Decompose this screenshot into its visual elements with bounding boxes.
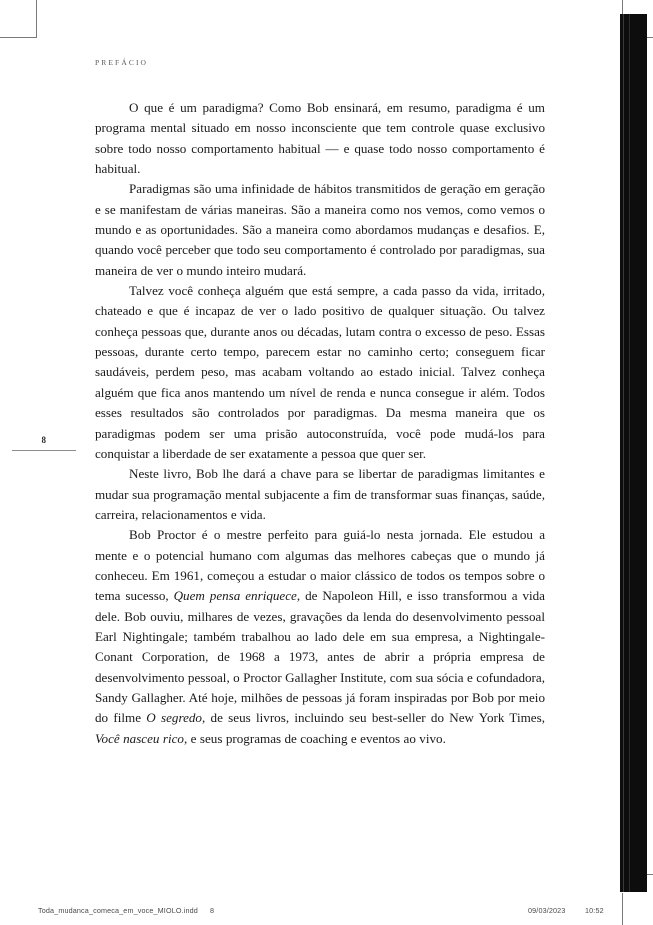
paragraph: Paradigmas são uma infinidade de hábitos transmitidos de geração em geração e se manifestam de várias maneiras. São a maneira como nos vemos, como vemos o mundo e as oportunidades. São a maneira como abordamos mudanças e desafios. E, quando você perceber que todo seu comportamento é controlado por paradigmas, sua maneira de ver o mundo inteiro mudará. [95,181,545,278]
paragraph-text-part: , de Napoleon Hill, e isso transformou a vida dele. Bob ouviu, milhares de vezes, gravações da lenda do desenvolvimento pessoal Earl Nightingale; também trabalhou ao lado dele em sua empresa, a Nightingale-Conant Corporation, de 1968 a 1973, antes de abrir a própria empresa de desenvolvimento pessoal, o Proctor Gallagher Institute, com sua sócia e cofundadora, Sandy Gallagher. Até hoje, milhões de pessoas já foram inspiradas por Bob por meio do filme [95,588,545,726]
paragraph-with-italics [95,525,545,749]
page-number: 8 [41,435,47,445]
paragraph-text-part: Bob Proctor é o mestre perfeito para guiá-lo nesta jornada. Ele estudou a mente e o potencial humano com algumas das melhores cabeças que o mundo já conheceu. Em 1961, começou a estudar o maior clássico de todos os tempos sobre o tema sucesso, [95,527,545,604]
slug-page-number: 8 [210,906,215,915]
slug-date: 09/03/2023 [528,906,566,915]
page-edge-bar [620,14,647,892]
paragraph-text-part: , de seus livros, incluindo seu best-seller do New York Times, [201,710,545,726]
paragraph: O que é um paradigma? Como Bob ensinará, em resumo, paradigma é um programa mental situado em nosso inconsciente que tem controle quase exclusivo sobre todo nosso comportamento habitual — e quase todo nosso comportamento é habitual. [95,100,545,177]
paragraph: Neste livro, Bob lhe dará a chave para se libertar de paradigmas limitantes e mudar sua programação mental subjacente a fim de transformar suas finanças, saúde, carreira, relacionamentos e vida. [95,466,545,522]
folio [12,436,76,451]
body-text-column [95,98,545,749]
print-slug-line [0,906,653,920]
crop-mark-top-left-horizontal [0,37,36,38]
paragraph-text-part: , e seus programas de coaching e eventos ao vivo. [183,730,446,746]
book-title-quem-pensa-enriquece: Quem pensa enriquece [173,588,297,604]
running-head: PREFÁCIO [95,58,149,67]
crop-mark-top-left-vertical [36,0,37,38]
folio-rule [12,450,76,451]
slug-time: 10:52 [585,906,604,915]
film-title-o-segredo: O segredo [146,710,202,726]
book-title-voce-nasceu-rico: Você nasceu rico [95,730,184,746]
slug-filename: Toda_mudanca_comeca_em_voce_MIOLO.indd [38,906,198,915]
paragraph: Talvez você conheça alguém que está sempre, a cada passo da vida, irritado, chateado e que é incapaz de ver o lado positivo de qualquer situação. Ou talvez conheça pessoas que, durante anos ou décadas, lutam contra o excesso de peso. Essas pessoas, durante certo tempo, parecem estar no caminho certo; conseguem ficar saudáveis, perdem peso, mas acabam voltando ao estado inicial. Talvez conheça alguém que fica anos mantendo um nível de renda e nunca consegue ir além. Todos esses resultados são controlados por paradigmas. Da mesma maneira que os paradigmas podem ser uma prisão autoconstruída, você pode mudá-los para conquistar a liberdade de ser exatamente a pessoa que quer ser. [95,283,545,461]
